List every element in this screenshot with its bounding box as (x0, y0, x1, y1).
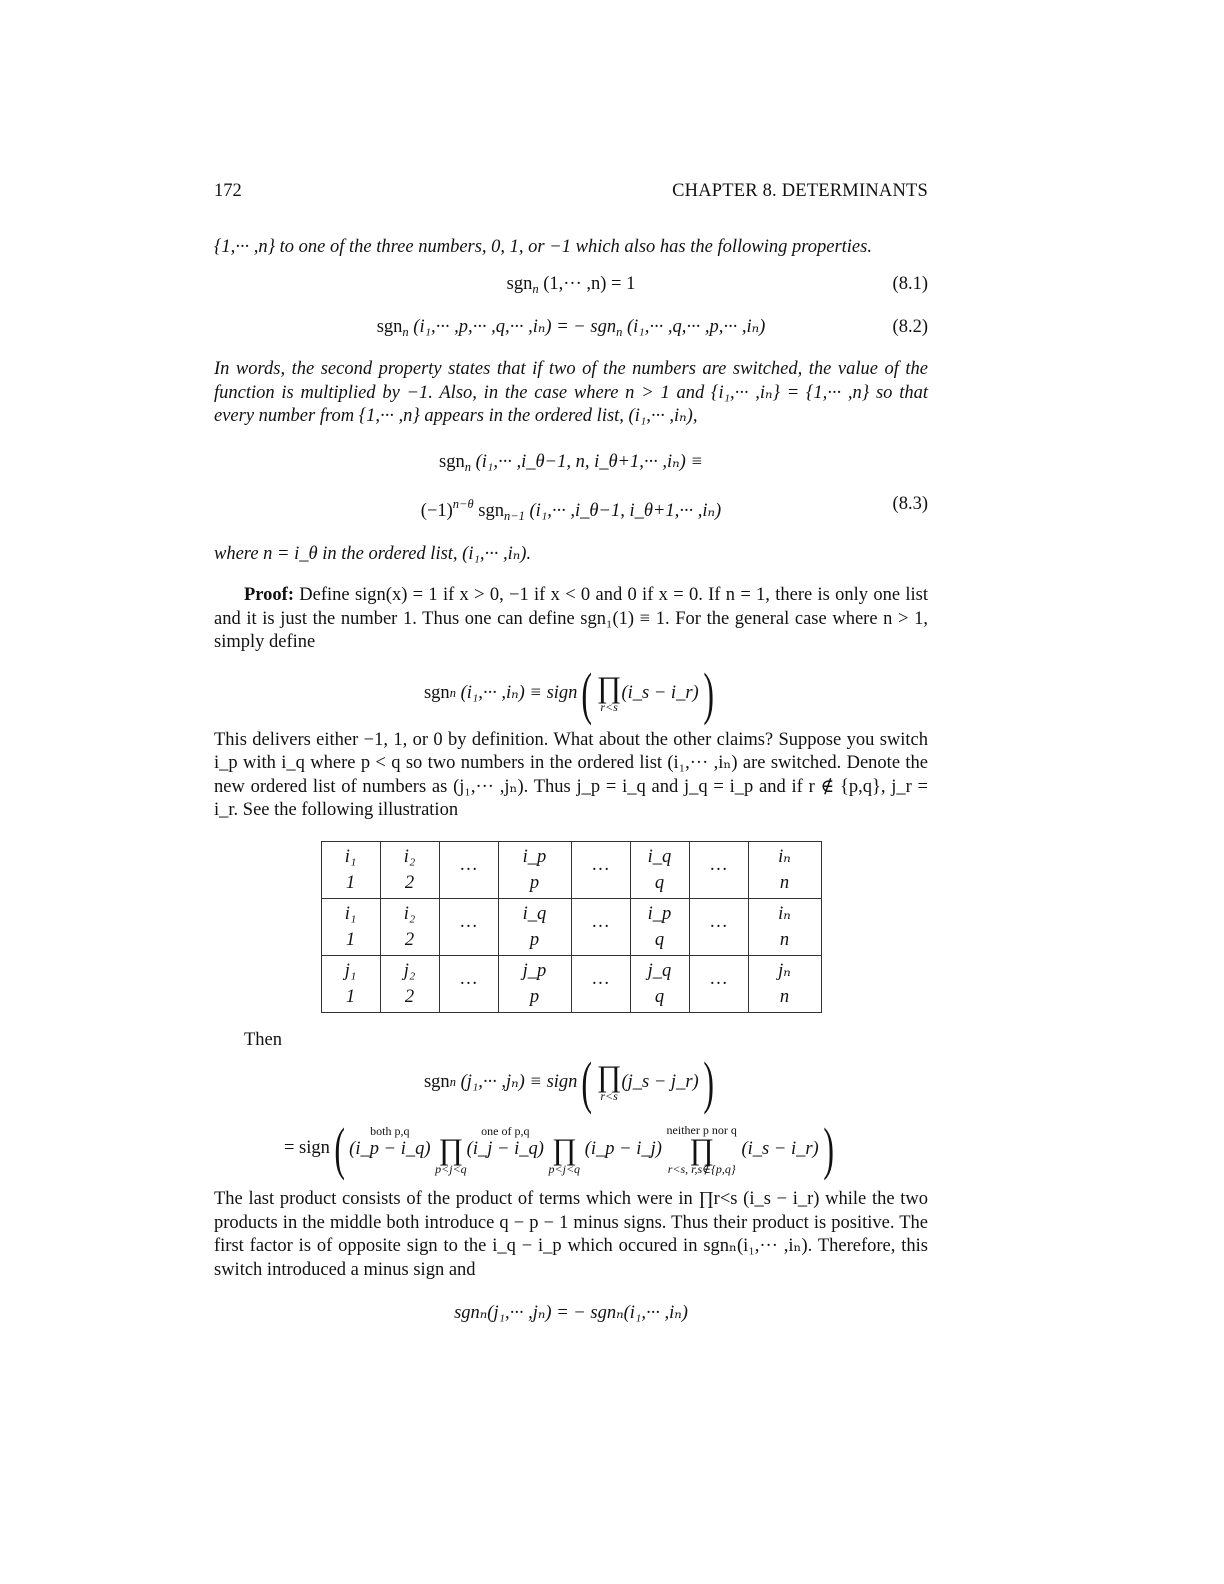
cell-top: j₁ (344, 960, 357, 981)
table-cell (571, 955, 630, 1012)
product-2-limit: p<j<q (548, 1162, 581, 1176)
cell-top: ··· (459, 916, 478, 937)
table-cell (689, 955, 748, 1012)
table-row (321, 841, 821, 898)
cell-top: ··· (459, 973, 478, 994)
eq83-line2: (i₁,··· ,i_θ−1, i_θ+1,··· ,iₙ) (529, 501, 722, 521)
eq83-pre: (−1) (420, 501, 453, 521)
cell-top: ··· (709, 916, 728, 937)
product-3: neither p nor q ∏ r<s, r,s∉{p,q} (666, 1123, 737, 1176)
then-product-limit: r<s (600, 1089, 618, 1103)
eq83a-sub: n (464, 459, 471, 474)
chapter-title: CHAPTER 8. DETERMINANTS (672, 181, 928, 201)
final-equation (214, 1302, 928, 1326)
cell-top: ··· (709, 973, 728, 994)
cell-bottom: p (529, 986, 540, 1007)
table-cell (321, 955, 380, 1012)
cell-bottom: 2 (404, 986, 415, 1007)
table-cell (630, 841, 689, 898)
table-cell (748, 898, 821, 955)
eq81-sgn: sgn (506, 274, 533, 294)
cell-bottom: 2 (404, 872, 415, 893)
cell-top: jₙ (778, 960, 791, 981)
cell-bottom: n (779, 986, 790, 1007)
cell-top: ··· (709, 859, 728, 880)
running-header (214, 180, 928, 204)
table-cell (571, 841, 630, 898)
cell-bottom: p (529, 929, 540, 950)
cell-top: iₙ (778, 846, 791, 867)
cell-top: ··· (459, 859, 478, 880)
cell-bottom: q (654, 872, 665, 893)
equation-number-8-1: (8.1) (892, 274, 928, 294)
final-equation-text: sgnₙ(j₁,··· ,jₙ) = − sgnₙ(i₁,··· ,iₙ) (454, 1303, 688, 1323)
cell-top: j_q (647, 960, 672, 981)
expand-prefix: = sign (283, 1138, 330, 1159)
table-cell (498, 955, 571, 1012)
term-both (349, 1124, 430, 1174)
equation-8-2: sgn$_n$ (i₁,··· ,p,··· ,q,··· ,iₙ) = − sgn$_n$ (i₁,··· ,q,··· ,p,··· ,iₙ) (8.2) (376, 316, 928, 339)
cell-top: i_p (522, 846, 547, 867)
term-3 (585, 1124, 662, 1174)
cell-bottom: p (529, 872, 540, 893)
table-cell (439, 898, 498, 955)
table-cell (571, 898, 630, 955)
term-4-value: (i_s − i_r) (741, 1139, 819, 1160)
then-sub: n (449, 1075, 456, 1090)
table-cell (630, 898, 689, 955)
delivers-paragraph: This delivers either −1, 1, or 0 by definition. What about the other claims? Suppose you switch i_p with i_q where p < q so two numbers in the ordered list (i₁,··· ,iₙ) are switched. Denote the new ordered list of numbers as (j₁,··· ,jₙ). Thus j_p = i_q and j_q = i_p and if r ∉ {p,q}, j_r = i_r. See the following illustration (214, 729, 928, 820)
expanded-product-equation: = sign ( both p,q (i_p − i_q) ∏ p<j<q one of p,q (i_j − i_q) ∏ p<j<q (i_p − i_j) neither p nor q ∏ r<s, r,s∉{p,q} (i_s − i_r) ) (283, 1116, 834, 1181)
illustration-table-wrap (214, 841, 928, 1013)
cell-top: i₂ (403, 846, 416, 867)
cell-top: i₂ (403, 903, 416, 924)
term-3-value: (i_p − i_j) (584, 1139, 662, 1160)
product-3-limit: r<s, r,s∉{p,q} (667, 1162, 736, 1176)
equation-8-1 (214, 273, 928, 302)
page-number: 172 (214, 181, 242, 201)
cell-top: j₂ (403, 960, 416, 981)
table-cell (498, 898, 571, 955)
table-cell (439, 841, 498, 898)
cell-top: j_p (522, 960, 547, 981)
cell-bottom: q (654, 929, 665, 950)
product-limit: r<s (600, 699, 618, 714)
then-lhs: (j₁,··· ,jₙ) ≡ sign (460, 1072, 578, 1093)
eq82-part-a: (i₁,··· ,p,··· ,q,··· ,iₙ) = − sgn (413, 316, 617, 337)
then-term: (j_s − j_r) (621, 1072, 699, 1093)
last-paragraph: The last product consists of the product of terms which were in ∏r<s (i_s − i_r) while the two products in the middle both introduce q − p − 1 minus signs. Thus their product is positive. The first factor is of opposite sign to the i_q − i_p which occured in sgnₙ(i₁,··· ,iₙ). Therefore, this switch introduced a minus sign and (214, 1189, 928, 1280)
table-cell (321, 841, 380, 898)
term-4 (741, 1124, 818, 1174)
cell-bottom: 1 (345, 872, 356, 893)
proof-text: Define sign(x) = 1 if x > 0, −1 if x < 0 and 0 if x = 0. If n = 1, there is only one list and it is just the number 1. Thus one can define sgn₁(1) ≡ 1. For the general case where n > 1, simply define (214, 585, 928, 652)
table-cell (748, 955, 821, 1012)
cell-top: i_q (522, 903, 547, 924)
equation-8-3-line1: sgn$_n$ (i₁,··· ,i_θ−1, n, i_θ+1,··· ,iₙ) ≡ (439, 451, 703, 474)
cell-top: ··· (591, 973, 610, 994)
eq81-rhs: (1,··· ,n) = 1 (538, 274, 636, 294)
cell-bottom: n (779, 929, 790, 950)
where-line: where n = i_θ in the ordered list, (i₁,··· ,iₙ). (214, 543, 532, 564)
sgn-definition-equation: sgn n (i₁,··· ,iₙ) ≡ sign ( ∏ r<s (i_s − i_r) ) (423, 660, 714, 726)
cell-top: iₙ (778, 903, 791, 924)
table-cell (498, 841, 571, 898)
table-cell (380, 841, 439, 898)
table-cell (380, 898, 439, 955)
cell-bottom: 2 (404, 929, 415, 950)
table-row (321, 955, 821, 1012)
term-one-of (467, 1124, 544, 1174)
def-term: (i_s − i_r) (621, 682, 699, 703)
def-lhs: (i₁,··· ,iₙ) ≡ sign (460, 682, 578, 703)
table-row (321, 898, 821, 955)
cell-bottom: 1 (345, 986, 356, 1007)
product-2: ∏ p<j<q (548, 1133, 581, 1176)
eq82-sub-b: n (616, 324, 623, 339)
eq83-sup: n−θ (452, 497, 474, 511)
cell-top: ··· (591, 859, 610, 880)
equation-number-8-2: (8.2) (892, 316, 928, 337)
term-both-value: (i_p − i_q) (349, 1139, 431, 1160)
cell-top: i₁ (344, 846, 357, 867)
table-cell (748, 841, 821, 898)
then-product-symbol: ∏ r<s (596, 1060, 622, 1103)
product-symbol: ∏ r<s (596, 670, 622, 714)
then-label: Then (244, 1029, 283, 1050)
table-cell (439, 955, 498, 1012)
eq82-sub-a: n (402, 324, 409, 339)
then-equation: sgn n (j₁,··· ,jₙ) ≡ sign ( ∏ r<s (j_s − j_r) ) (423, 1050, 714, 1115)
eq81-sub: n (532, 282, 539, 296)
equation-8-3-line2: $(-1)^{n-\theta}$ sgn$_{n-1}$ (i₁,··· ,i_θ−1, i_θ+1,··· ,iₙ) (8.3) (420, 494, 928, 523)
proof-label: Proof: (244, 585, 294, 605)
cell-bottom: n (779, 872, 790, 893)
term-both-label: both p,q (370, 1124, 410, 1139)
cell-top: i_q (647, 846, 672, 867)
def-sub: n (449, 685, 456, 700)
cell-top: i₁ (344, 903, 357, 924)
table-cell (630, 955, 689, 1012)
cell-bottom: 1 (345, 929, 356, 950)
product-1: ∏ p<j<q (435, 1133, 467, 1176)
cell-bottom: q (654, 986, 665, 1007)
intro-line: {1,··· ,n} to one of the three numbers, 0, 1, or −1 which also has the following properties. (214, 236, 872, 257)
term-2-value: (i_j − i_q) (466, 1139, 544, 1160)
product-1-limit: p<j<q (435, 1162, 467, 1176)
table-cell (689, 898, 748, 955)
term-neither-label: neither p nor q (666, 1123, 737, 1137)
table-cell (689, 841, 748, 898)
cell-top: ··· (591, 916, 610, 937)
words-paragraph: In words, the second property states that if two of the numbers are switched, the value of the function is multiplied by −1. Also, in the case where n > 1 and {i₁,··· ,iₙ} = {1,··· ,n} so that every number from {1,··· ,n} appears in the ordered list, (i₁,··· ,iₙ), (214, 359, 928, 426)
proof-paragraph (214, 584, 928, 655)
equation-number-8-3: (8.3) (892, 494, 928, 514)
term-one-of-label: one of p,q (481, 1124, 530, 1139)
table-cell (380, 955, 439, 1012)
eq83b-sub: n−1 (503, 509, 525, 523)
page-content (214, 180, 928, 1340)
eq83-line1: (i₁,··· ,i_θ−1, n, i_θ+1,··· ,iₙ) ≡ (475, 451, 703, 472)
eq82-part-b: (i₁,··· ,q,··· ,p,··· ,iₙ) (627, 316, 766, 337)
table-cell (321, 898, 380, 955)
illustration-table (321, 841, 822, 1013)
cell-top: i_p (647, 903, 672, 924)
